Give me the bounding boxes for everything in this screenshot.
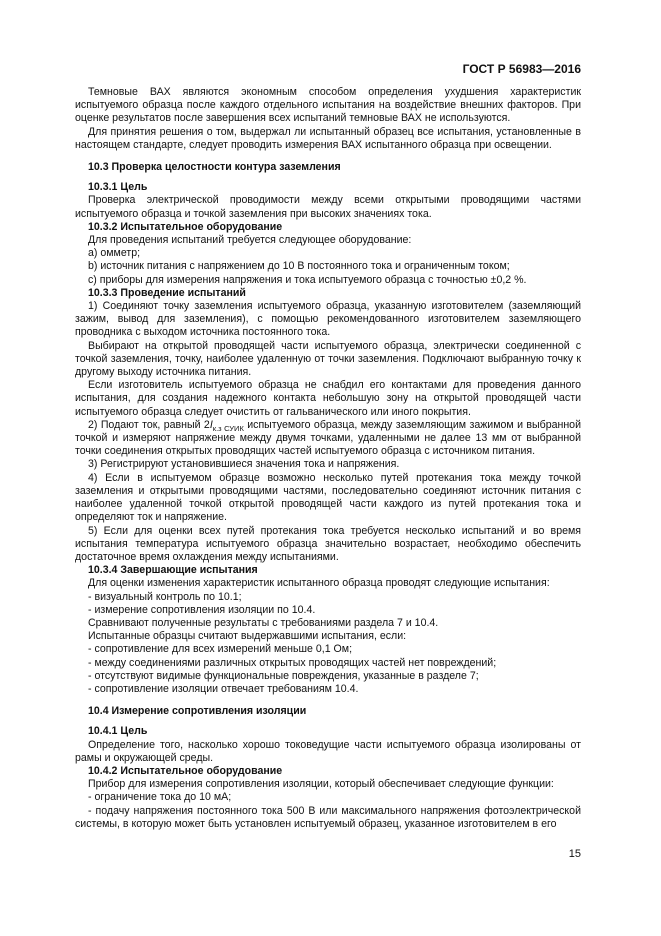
paragraph-current: [75, 419, 581, 459]
paragraph: Испытанные образцы считают выдержавшими испытания, если:: [88, 630, 407, 643]
text-fragment: испытуемого образца, между заземляющим зажимом и выбранной точкой и измеряют напряжение между двумя точками, удаленными не далее 13 мм от выбранной точки соединения открытых проводящих частей испытуемого образца с источником питания.: [75, 418, 581, 458]
subsection-heading-10-3-4: 10.3.4 Завершающие испытания: [88, 564, 258, 577]
list-item: b) источник питания с напряжением до 10 В постоянного тока и ограниченным током;: [88, 260, 510, 273]
paragraph: Темновые ВАХ являются экономным способом определения ухудшения характеристик испытуемого образца после каждого отдельного испытания на воздействие внешних факторов. При оценке результатов после завершения всех испытаний темновые ВАХ не используются.: [75, 86, 581, 125]
list-item: - между соединениями различных открытых проводящих частей нет повреждений;: [88, 656, 497, 669]
paragraph: 1) Соединяют точку заземления испытуемого образца, указанную изготовителем (заземляющий зажим, вывод для заземления), с помощью рекомендованного изготовителем заземляющего проводника с выходом источника постоянного тока.: [75, 300, 581, 339]
subsection-heading-10-3-2: 10.3.2 Испытательное оборудование: [88, 220, 283, 233]
paragraph: Если изготовитель испытуемого образца не снабдил его контактами для проведения данного испытания, для создания надежного контакта небольшую зону на открытой проводящей части испытуемого образца следует очистить от гальванического или иного покрытия.: [75, 379, 581, 418]
list-item: - сопротивление изоляции отвечает требованиям 10.4.: [88, 682, 359, 695]
paragraph: Сравнивают полученные результаты с требованиями раздела 7 и 10.4.: [88, 616, 439, 629]
paragraph: 4) Если в испытуемом образце возможно несколько путей протекания тока между точкой заземления и открытыми проводящими частями, последовательно соединяют источник питания с наиболее удаленной точкой открытой проводящей части каждого из путей протекания тока и определяют ток и напряжение.: [75, 471, 581, 524]
page-content: [75, 86, 581, 831]
list-item: c) приборы для измерения напряжения и тока испытуемого образца с точностью ±0,2 %.: [88, 273, 527, 286]
paragraph: Для оценки изменения характеристик испытанного образца проводят следующие испытания:: [88, 577, 550, 590]
subsection-heading-10-4-2: 10.4.2 Испытательное оборудование: [88, 764, 283, 777]
document-id: ГОСТ Р 56983—2016: [462, 62, 581, 76]
paragraph: Определение того, насколько хорошо токоведущие части испытуемого образца изолированы от рамы и окружающей среды.: [75, 738, 581, 764]
section-heading-10-3: 10.3 Проверка целостности контура заземления: [88, 161, 341, 174]
list-item: - подачу напряжения постоянного тока 500 В или максимального напряжения фотоэлектрической системы, в которую может быть установлен испытуемый образец, указанное изготовителем в его: [75, 804, 581, 830]
paragraph: Для проведения испытаний требуется следующее оборудование:: [88, 234, 412, 247]
current-symbol: I: [209, 418, 213, 431]
list-item: - сопротивление для всех измерений меньше 0,1 Ом;: [88, 643, 353, 656]
current-subscript: к.з СУИК: [212, 423, 244, 433]
subsection-heading-10-3-1: 10.3.1 Цель: [88, 181, 148, 194]
subsection-heading-10-3-3: 10.3.3 Проведение испытаний: [88, 286, 246, 299]
paragraph: 3) Регистрируют установившиеся значения тока и напряжения.: [88, 458, 400, 471]
paragraph: Для принятия решения о том, выдержал ли испытанный образец все испытания, установленные в настоящем стандарте, следует проводить измерения ВАХ испытанного образца при освещении.: [75, 125, 581, 151]
paragraph: Выбирают на открытой проводящей части испытуемого образца, электрически соединенной с точкой заземления, точку, наиболее удаленную от точки заземления. Подключают выбранную точку к другому выходу источника питания.: [75, 339, 581, 379]
text-fragment: 2) Подают ток, равный 2: [88, 418, 210, 431]
paragraph: Проверка электрической проводимости между всеми открытыми проводящими частями испытуемого образца и точкой заземления при высоких значениях тока.: [75, 194, 581, 220]
list-item: a) омметр;: [88, 247, 141, 260]
list-item: - измерение сопротивления изоляции по 10.4.: [88, 603, 316, 616]
list-item: - ограничение тока до 10 мА;: [88, 791, 232, 804]
page-number: 15: [568, 848, 581, 860]
subsection-heading-10-4-1: 10.4.1 Цель: [88, 725, 148, 738]
list-item: - визуальный контроль по 10.1;: [88, 590, 242, 603]
paragraph: Прибор для измерения сопротивления изоляции, который обеспечивает следующие функции:: [88, 778, 554, 791]
list-item: - отсутствуют видимые функциональные повреждения, указанные в разделе 7;: [88, 669, 479, 682]
paragraph: 5) Если для оценки всех путей протекания тока требуется несколько испытаний и во время испытания температура испытуемого образца значительно возрастает, необходимо обеспечить достаточное время охлаждения между испытаниями.: [75, 524, 581, 563]
section-heading-10-4: 10.4 Измерение сопротивления изоляции: [88, 705, 307, 718]
